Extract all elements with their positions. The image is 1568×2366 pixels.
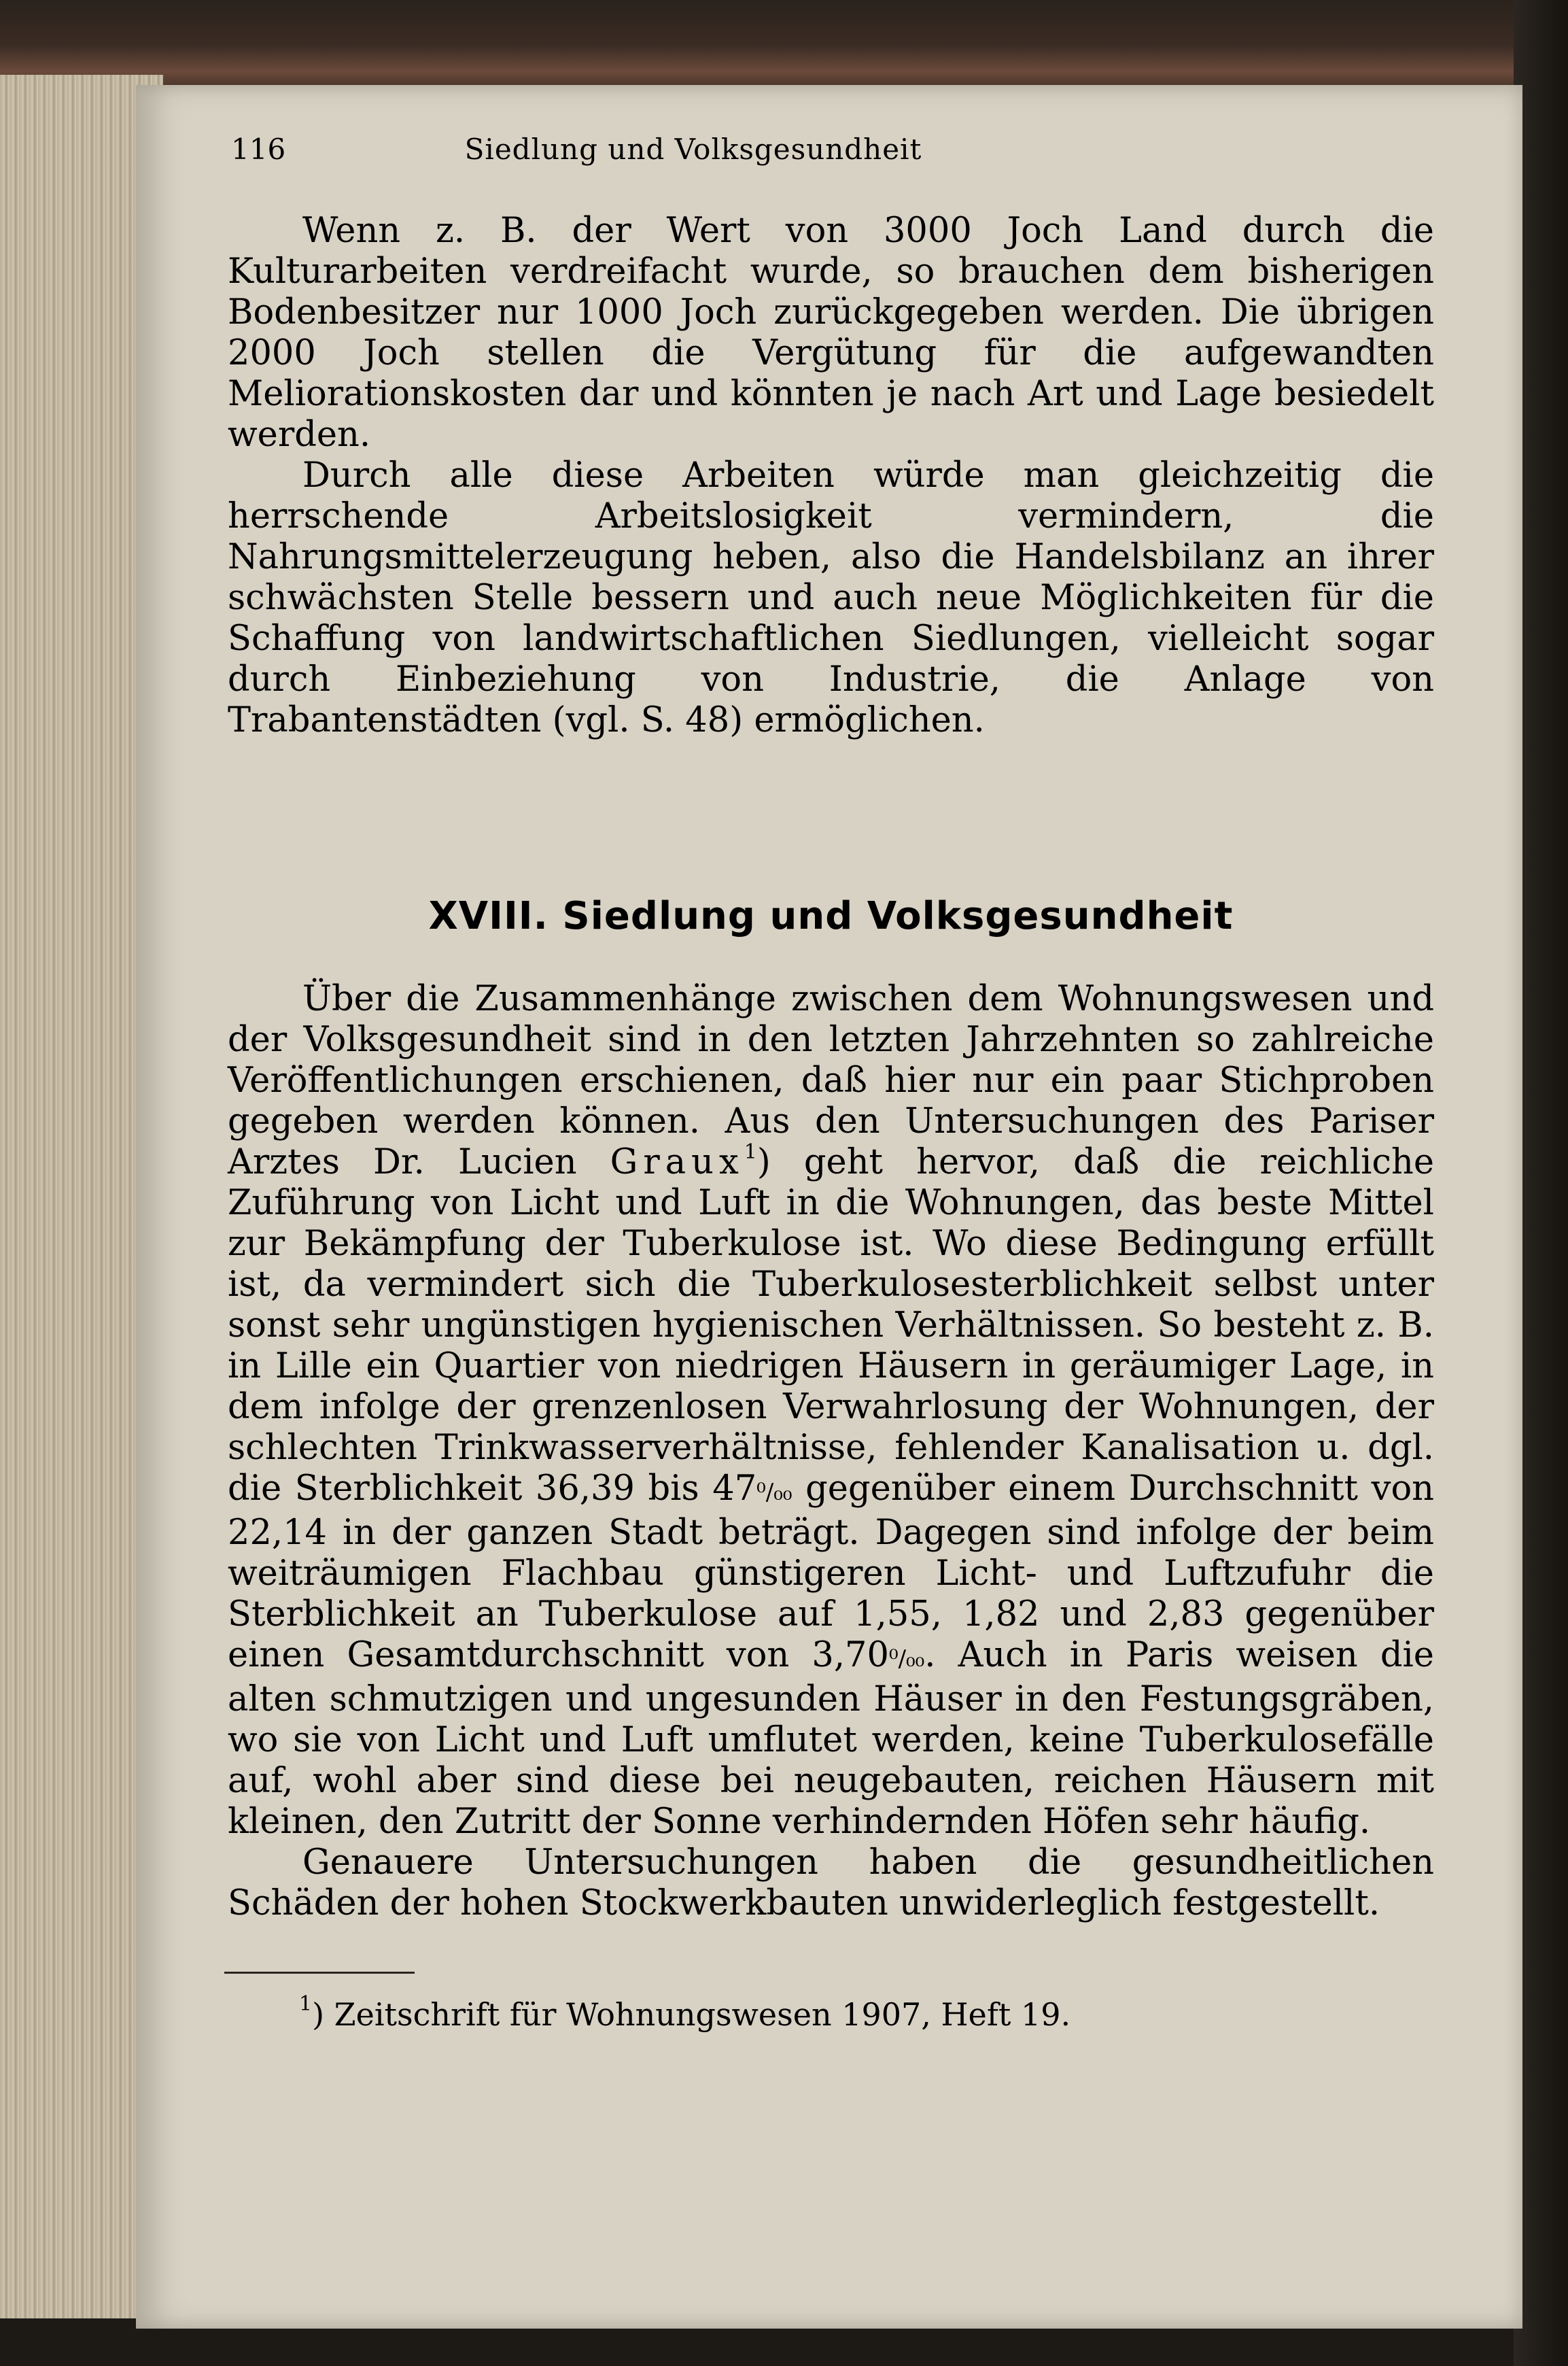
permille-sign: ⁰/₀₀ [888,1645,925,1673]
footnote-rule [224,1972,415,1974]
text-span: Über die Zusammenhänge zwischen dem Wohnungswesen und der Volksgesundheit sind in den letzten Jahrzehnten so zahlreiche Veröffentlichungen erschienen, daß hier nur ein paar Stichproben gegeben werden können. Aus den Untersuchungen des Pariser Arztes Dr. Lucien [228,979,1434,1182]
text-span: . Auch in Paris weisen die alten schmutzigen und ungesunden Häuser in den Festungsgräben, wo sie von Licht und Luft umflutet werden, keine Tuberkulosefälle auf, wohl aber sind diese bei neugebauten, reichen Häusern mit kleinen, den Zutritt der Sonne verhindernden Höfen sehr häufig. [228,1635,1434,1842]
text-block-before-section [228,211,1434,741]
paragraph [228,979,1434,1842]
permille-sign: ⁰/₀₀ [756,1479,792,1506]
paragraph: Genauere Untersuchungen haben die gesundheitlichen Schäden der hohen Stockwerkbauten unwiderleglich festgestellt. [228,1842,1434,1923]
paragraph: Wenn z. B. der Wert von 3000 Joch Land durch die Kulturarbeiten verdreifacht wurde, so brauchen dem bisherigen Bodenbesitzer nur 1000 Joch zurückgegeben werden. Die übrigen 2000 Joch stellen die Vergütung für die aufgewandten Meliorationskosten dar und könnten je nach Art und Lage besiedelt werden. [228,211,1434,455]
footnote-marker: 1 [299,1992,313,2016]
page-number: 116 [231,133,286,166]
footnote-marker: 1 [744,1140,757,1164]
footnote [299,1992,1071,2034]
text-span: ) geht hervor, daß die reichliche Zuführung von Licht und Luft in die Wohnungen, das beste Mittel zur Bekämpfung der Tuberkulose ist. Wo diese Bedingung erfüllt ist, da vermindert sich die Tuberkulosesterblichkeit selbst unter sonst sehr ungünstigen hygienischen Verhältnissen. So besteht z. B. in Lille ein Quartier von niedrigen Häusern in geräumiger Lage, in dem infolge der grenzenlosen Verwahrlosung der Wohnungen, der schlechten Trinkwasserverhältnisse, fehlender Kanalisation u. dgl. die Sterblichkeit 36,39 bis 47 [228,1142,1434,1509]
page-header [231,133,1155,180]
section-heading: XVIII. Siedlung und Volksgesundheit [428,894,1234,938]
author-name: Graux [610,1142,744,1182]
footnote-text: ) Zeitschrift für Wohnungswesen 1907, Heft 19. [312,1996,1071,2033]
text-block-section [228,979,1434,1924]
text-span: gegenüber einem Durchschnitt von 22,14 in der ganzen Stadt beträgt. Dagegen sind infolge der beim weiträumigen Flachbau günstigeren Licht- und Luftzufuhr die Sterblichkeit an Tuberkulose auf 1,55, 1,82 und 2,83 gegenüber einen Gesamtdurchschnitt von 3,70 [228,1469,1434,1675]
running-title: Siedlung und Volksgesundheit [464,133,922,166]
paragraph: Durch alle diese Arbeiten würde man gleichzeitig die herrschende Arbeitslosigkeit vermindern, die Nahrungsmittelerzeugung heben, also die Handelsbilanz an ihrer schwächsten Stelle bessern und auch neue Möglichkeiten für die Schaffung von landwirtschaftlichen Siedlungen, vielleicht sogar durch Einbeziehung von Industrie, die Anlage von Trabantenstädten (vgl. S. 48) ermöglichen. [228,456,1434,740]
